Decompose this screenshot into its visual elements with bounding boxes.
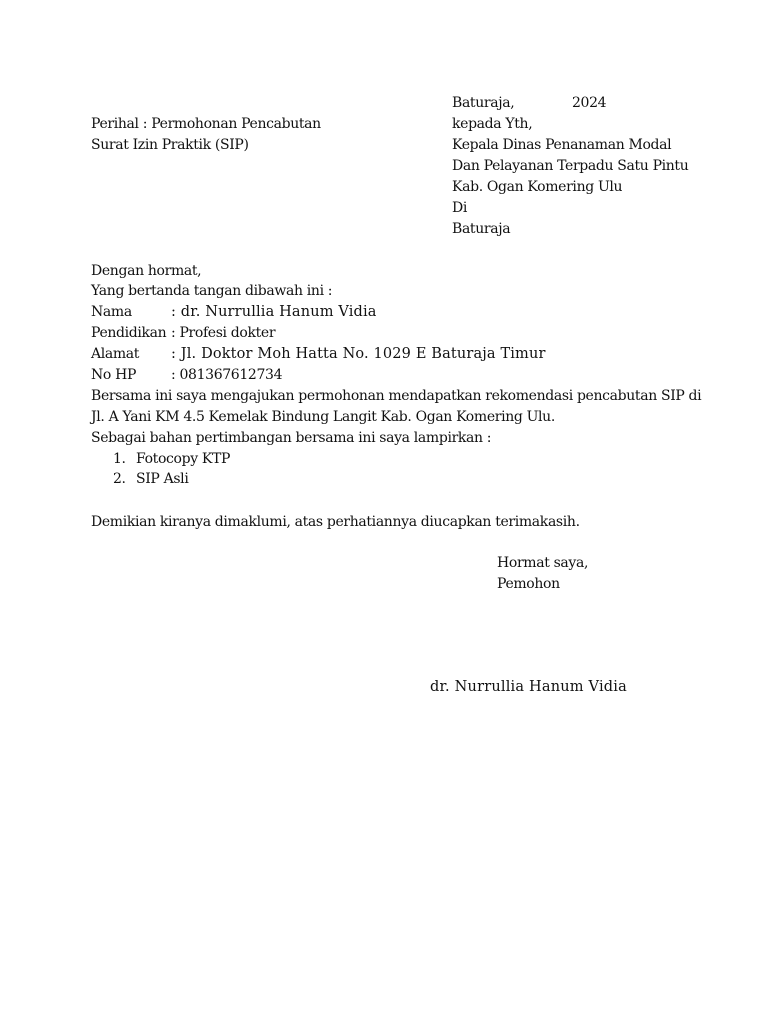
recipient-line-5: Di xyxy=(452,200,468,216)
field-label-nohp: No HP xyxy=(91,367,137,383)
recipient-line-3: Dan Pelayanan Terpadu Satu Pintu xyxy=(452,158,689,174)
subject-line-1: Perihal : Permohonan Pencabutan xyxy=(91,116,321,132)
subject-line-2: Surat Izin Praktik (SIP) xyxy=(91,137,249,153)
attachments-intro: Sebagai bahan pertimbangan bersama ini saya lampirkan : xyxy=(91,430,492,446)
place-city: Baturaja, xyxy=(452,95,515,111)
place-date-year: 2024 xyxy=(572,95,607,111)
recipient-line-1: kepada Yth, xyxy=(452,116,533,132)
field-value-alamat: : Jl. Doktor Moh Hatta No. 1029 E Baturaja Timur xyxy=(171,346,546,362)
attachment-number-2: 2. xyxy=(113,471,126,487)
closing-text: Demikian kiranya dimaklumi, atas perhatiannya diucapkan terimakasih. xyxy=(91,514,580,530)
signer-role: Pemohon xyxy=(497,576,560,592)
attachment-item-1: Fotocopy KTP xyxy=(136,451,231,467)
signer-name: dr. Nurrullia Hanum Vidia xyxy=(430,679,627,695)
regards-text: Hormat saya, xyxy=(497,555,589,571)
request-line-1: Bersama ini saya mengajukan permohonan mendapatkan rekomendasi pencabutan SIP di xyxy=(91,388,702,404)
intro-text: Yang bertanda tangan dibawah ini : xyxy=(91,283,333,299)
field-value-nohp: : 081367612734 xyxy=(171,367,283,383)
attachment-item-2: SIP Asli xyxy=(136,471,189,487)
recipient-line-2: Kepala Dinas Penanaman Modal xyxy=(452,137,672,153)
field-label-nama: Nama xyxy=(91,304,132,320)
greeting: Dengan hormat, xyxy=(91,263,202,279)
recipient-line-4: Kab. Ogan Komering Ulu xyxy=(452,179,623,195)
field-label-alamat: Alamat xyxy=(91,346,140,362)
request-line-2: Jl. A Yani KM 4.5 Kemelak Bindung Langit Kab. Ogan Komering Ulu. xyxy=(91,409,555,425)
place-date xyxy=(452,93,514,113)
field-value-pendidikan: : Profesi dokter xyxy=(171,325,276,341)
recipient-line-6: Baturaja xyxy=(452,221,511,237)
field-value-nama: : dr. Nurrullia Hanum Vidia xyxy=(171,304,377,320)
field-label-pendidikan: Pendidikan xyxy=(91,325,167,341)
attachment-number-1: 1. xyxy=(113,451,126,467)
